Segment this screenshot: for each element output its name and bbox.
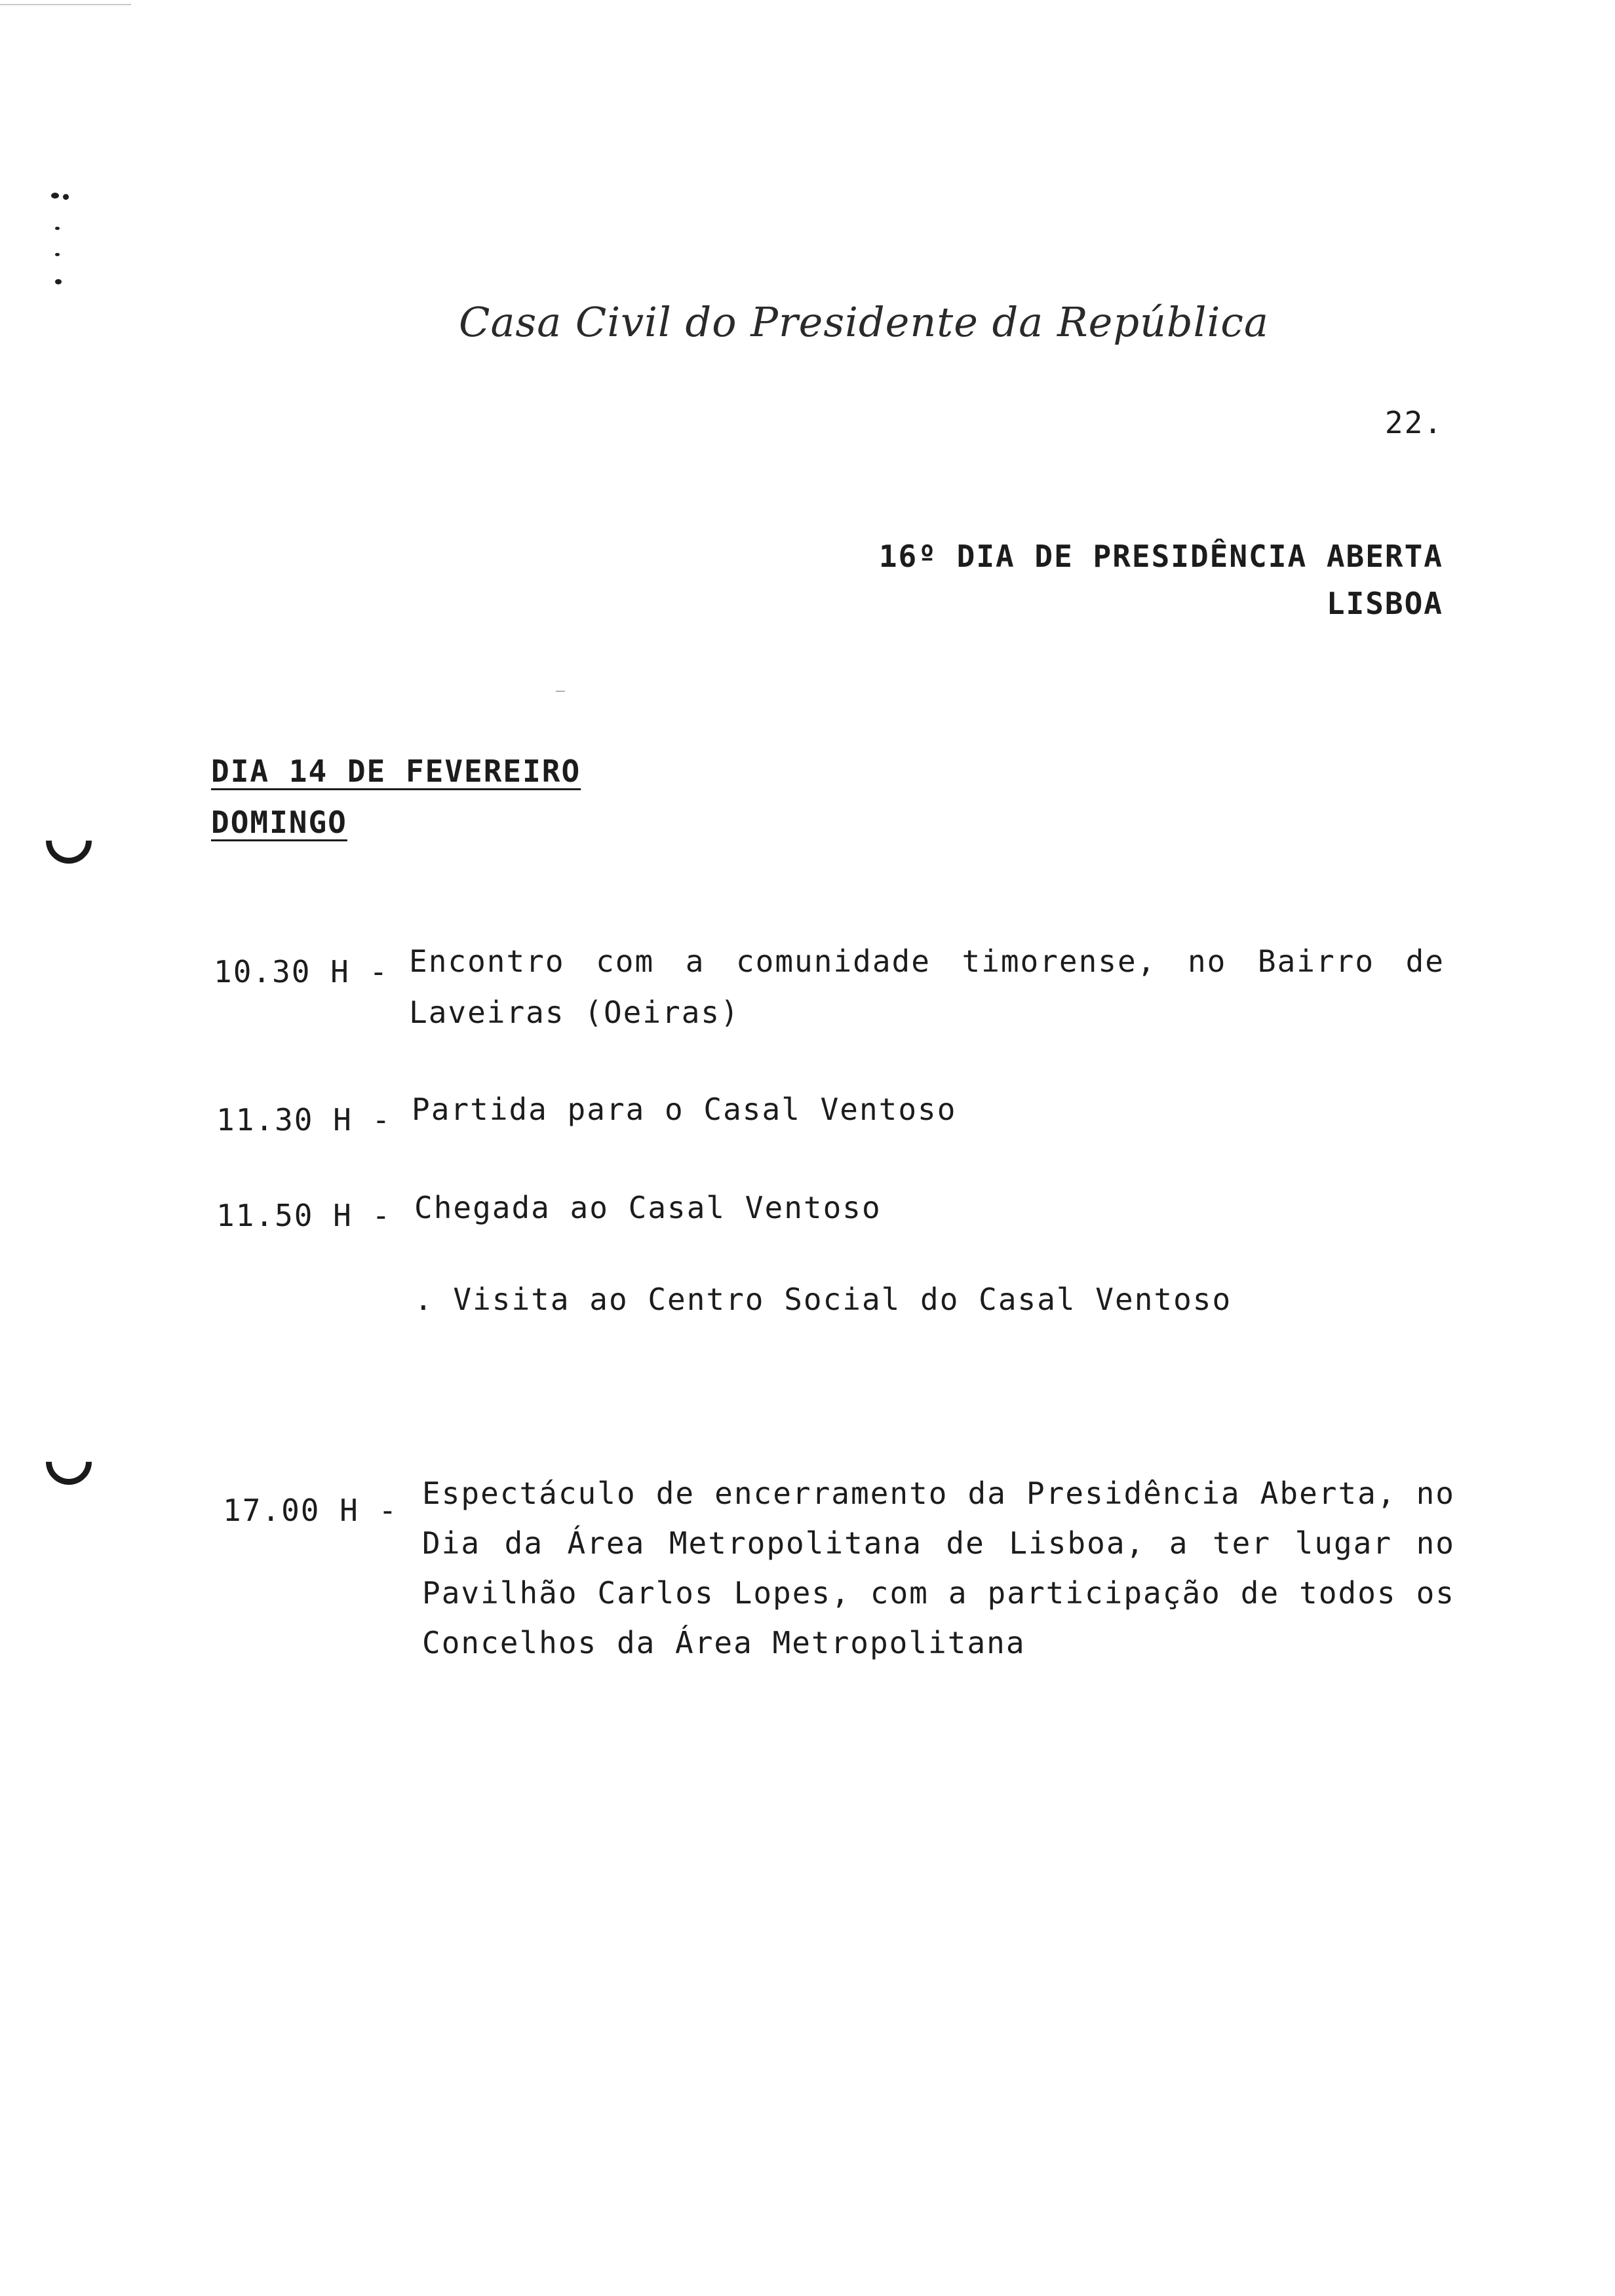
schedule-text: Encontro com a comunidade timorense, no Bairro de bbox=[409, 944, 1445, 979]
day-weekday: DOMINGO bbox=[211, 805, 347, 840]
schedule-text: Espectáculo de encerramento da Presidência Aberta, no bbox=[422, 1476, 1455, 1511]
scan-artifact-dash bbox=[556, 691, 565, 692]
scan-artifact-top bbox=[0, 4, 131, 5]
header-title: 16º DIA DE PRESIDÊNCIA ABERTA bbox=[878, 539, 1443, 574]
schedule-text: Chegada ao Casal Ventoso bbox=[414, 1190, 882, 1225]
margin-mark bbox=[63, 194, 69, 200]
schedule-time: 11.50 H - bbox=[216, 1198, 392, 1233]
margin-mark bbox=[51, 193, 59, 199]
margin-mark bbox=[55, 279, 62, 284]
letterhead: Casa Civil do Presidente da República bbox=[459, 298, 1269, 346]
schedule-time: 17.00 H - bbox=[223, 1493, 399, 1528]
schedule-text: Laveiras (Oeiras) bbox=[409, 995, 740, 1030]
margin-mark bbox=[55, 227, 60, 230]
schedule-text: Concelhos da Área Metropolitana bbox=[422, 1625, 1026, 1660]
schedule-text: Dia da Área Metropolitana de Lisboa, a ter lugar no bbox=[422, 1525, 1455, 1561]
schedule-time: 11.30 H - bbox=[216, 1102, 392, 1138]
schedule-subitem: . Visita ao Centro Social do Casal Ventoso bbox=[414, 1282, 1232, 1317]
punch-hole-mark-lower bbox=[37, 1430, 102, 1495]
header-location: LISBOA bbox=[1326, 586, 1443, 621]
schedule-text: Pavilhão Carlos Lopes, com a participação de todos os bbox=[422, 1575, 1455, 1611]
day-date: DIA 14 DE FEVEREIRO bbox=[211, 754, 581, 789]
schedule-time: 10.30 H - bbox=[214, 954, 389, 989]
page-number: 22. bbox=[1384, 405, 1443, 440]
punch-hole-mark-upper bbox=[37, 809, 102, 873]
margin-mark bbox=[55, 253, 60, 256]
schedule-text: Partida para o Casal Ventoso bbox=[412, 1092, 957, 1127]
